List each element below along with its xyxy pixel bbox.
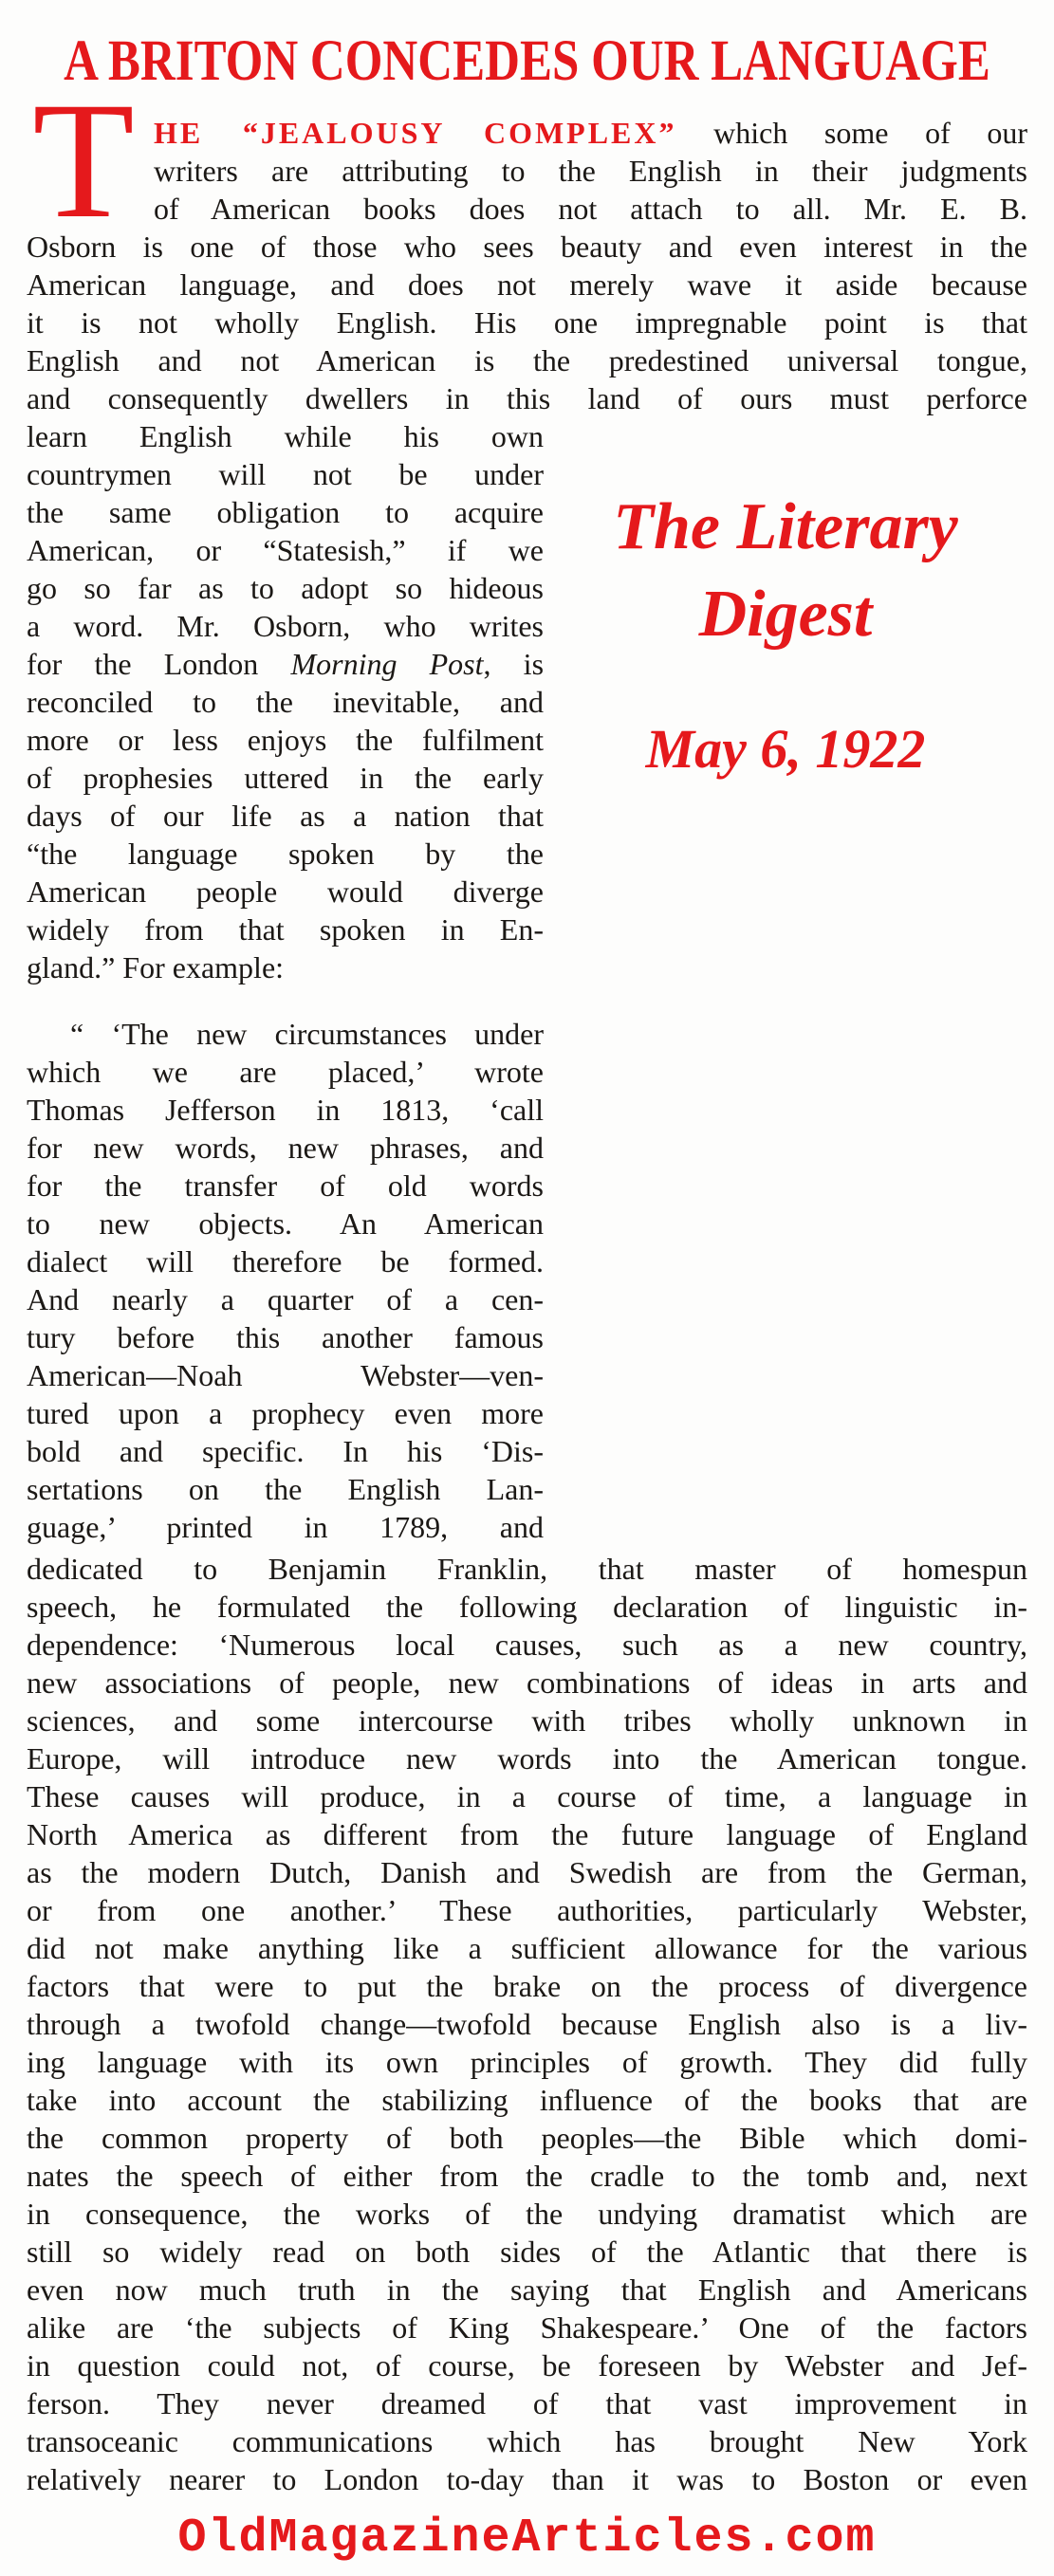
- masthead-date: May 6, 1922: [645, 718, 926, 780]
- text-line: ing language with its own principles of growth. They did fully: [27, 2045, 1027, 2079]
- opening-full-lines: [27, 228, 1027, 417]
- text-line: of prophesies uttered in the early: [27, 761, 544, 795]
- article-title: A BRITON CONCEDES OUR LANGUAGE: [64, 28, 990, 93]
- column-paragraph: [27, 417, 544, 986]
- text-line: the common property of both peoples—the Bible which domi-: [27, 2121, 1027, 2155]
- text-line: the same obligation to acquire: [27, 495, 544, 529]
- text-line: new associations of people, new combinations of ideas in arts and: [27, 1665, 1027, 1700]
- text-line: relatively nearer to London to-day than it was to Boston or even: [27, 2462, 1027, 2496]
- two-column-section: [27, 417, 1027, 1546]
- quote-paragraph: [27, 1015, 544, 1546]
- text-line: factors that were to put the brake on the process of divergence: [27, 1969, 1027, 2003]
- text-line: learn English while his own: [27, 419, 544, 453]
- left-text-column: [27, 417, 544, 1546]
- text-line: These causes will produce, in a course of time, a language in: [27, 1779, 1027, 1813]
- text-line: American people would diverge: [27, 874, 544, 909]
- text-line: nates the speech of either from the cradle to the tomb and, next: [27, 2159, 1027, 2193]
- text-line: North America as different from the future language of England: [27, 1817, 1027, 1851]
- text-line: even now much truth in the saying that English and Americans: [27, 2272, 1027, 2307]
- text-line: still so widely read on both sides of the Atlantic that there is: [27, 2235, 1027, 2269]
- text-line: for the London Morning Post, is: [27, 647, 545, 681]
- text-line: sertations on the English Lan-: [27, 1472, 544, 1506]
- watermark-text: OldMagazineArticles.com: [177, 2512, 877, 2566]
- text-line: it is not wholly English. His one impregnable point is that: [27, 305, 1027, 340]
- text-line: Europe, will introduce new words into the American tongue.: [27, 1741, 1027, 1776]
- text-line: widely from that spoken in En-: [27, 912, 544, 947]
- body-continuation: [27, 1550, 1027, 2498]
- text-line: Thomas Jefferson in 1813, ‘call: [27, 1093, 544, 1127]
- text-line: American language, and does not merely wave it aside because: [27, 267, 1027, 302]
- text-line: And nearly a quarter of a cen-: [27, 1282, 544, 1316]
- text-line: dedicated to Benjamin Franklin, that master of homespun: [27, 1552, 1027, 1586]
- text-line: in question could not, of course, be foreseen by Webster and Jef-: [27, 2348, 1027, 2383]
- text-line: of American books does not attach to all. Mr. E. B.: [154, 192, 1027, 226]
- text-line: did not make anything like a sufficient allowance for the various: [27, 1931, 1027, 1965]
- masthead: [544, 417, 1027, 1546]
- text-line: for new words, new phrases, and: [27, 1131, 544, 1165]
- text-line: take into account the stabilizing influence of the books that are: [27, 2083, 1027, 2117]
- text-line: gland.” For example:: [27, 950, 285, 984]
- text-line: writers are attributing to the English in their judgments: [154, 154, 1027, 188]
- text-line: sciences, and some intercourse with tribes wholly unknown in: [27, 1703, 1027, 1738]
- text-line: for the transfer of old words: [27, 1168, 544, 1203]
- opening-paragraph: [27, 68, 1028, 417]
- text-line: “ ‘The new circumstances under: [70, 1017, 544, 1051]
- masthead-title: [544, 484, 1027, 658]
- text-line: transoceanic communications which has brought New York: [27, 2424, 1027, 2458]
- text-line: or from one another.’ These authorities, particularly Webster,: [27, 1893, 1027, 1927]
- text-line: in consequence, the works of the undying dramatist which are: [27, 2197, 1027, 2231]
- text-line: HE “JEALOUSY COMPLEX” which some of our: [154, 116, 1028, 150]
- text-line: tury before this another famous: [27, 1320, 544, 1354]
- masthead-title-line1: The Literary: [613, 490, 958, 563]
- text-line: “the language spoken by the: [27, 837, 544, 871]
- text-line: English and not American is the predestined universal tongue,: [27, 343, 1027, 377]
- text-line: as the modern Dutch, Danish and Swedish are from the German,: [27, 1855, 1027, 1889]
- text-line: more or less enjoys the fulfilment: [27, 723, 544, 757]
- text-line: countrymen will not be under: [27, 457, 544, 491]
- drop-cap-letter: T: [32, 68, 135, 253]
- text-line: which we are placed,’ wrote: [27, 1055, 544, 1089]
- text-line: to new objects. An American: [27, 1206, 544, 1241]
- text-line: days of our life as a nation that: [27, 799, 544, 833]
- text-line: through a twofold change—twofold because English also is a liv-: [27, 2007, 1027, 2041]
- text-line: and consequently dwellers in this land of ours must perforce: [27, 381, 1027, 415]
- text-line: go so far as to adopt so hideous: [27, 571, 544, 605]
- text-line: tured upon a prophecy even more: [27, 1396, 544, 1430]
- masthead-title-line2: Digest: [698, 578, 873, 651]
- text-line: alike are ‘the subjects of King Shakespeare.’ One of the factors: [27, 2310, 1027, 2345]
- text-line: speech, he formulated the following declaration of linguistic in-: [27, 1590, 1027, 1624]
- text-line: dependence: ‘Numerous local causes, such as a new country,: [27, 1628, 1027, 1662]
- text-line: reconciled to the inevitable, and: [27, 685, 544, 719]
- text-line: guage,’ printed in 1789, and: [27, 1510, 544, 1544]
- text-line: Osborn is one of those who sees beauty and even interest in the: [27, 230, 1027, 264]
- text-line: a word. Mr. Osborn, who writes: [27, 609, 544, 643]
- text-line: dialect will therefore be formed.: [27, 1244, 544, 1279]
- text-line: ferson. They never dreamed of that vast improvement in: [27, 2386, 1027, 2420]
- text-line: bold and specific. In his ‘Dis-: [27, 1434, 544, 1468]
- text-line: American—Noah Webster—ven-: [27, 1358, 544, 1392]
- text-line: American, or “Statesish,” if we: [27, 533, 544, 567]
